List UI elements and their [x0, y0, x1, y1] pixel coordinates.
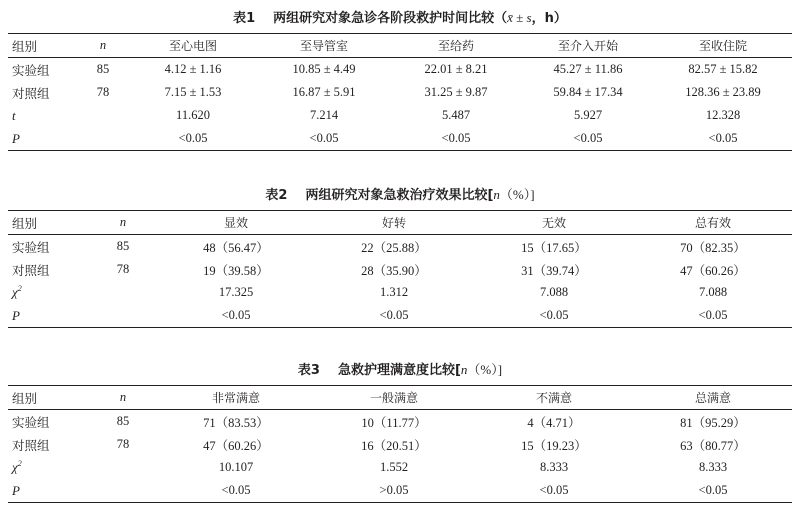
- table-cell: 4（4.71）: [527, 415, 581, 430]
- table-cell: 47（60.26）: [680, 263, 746, 278]
- row-n: 78: [116, 437, 130, 451]
- header-n: n: [119, 215, 127, 229]
- table-3-unit: （%）]: [467, 362, 503, 377]
- row-label: 实验组: [12, 414, 50, 430]
- table-row: [8, 104, 792, 127]
- table-cell: <0.05: [698, 308, 728, 322]
- table-cell: <0.05: [698, 483, 728, 497]
- table-2-title: 两组研究对象急救治疗效果比较[: [305, 188, 494, 203]
- row-n: [88, 304, 158, 328]
- row-label: [8, 456, 88, 479]
- table-cell: 8.333: [698, 460, 728, 474]
- table-row: [8, 281, 792, 304]
- table-cell: 10（11.77）: [361, 415, 427, 430]
- table-cell: >0.05: [379, 483, 409, 497]
- table-cell: 28（35.90）: [361, 263, 427, 278]
- header-cath-lab: 至导管室: [299, 39, 348, 53]
- row-label: [8, 281, 88, 304]
- header-n: n: [99, 38, 107, 52]
- table-cell: 17.325: [218, 285, 254, 299]
- table-cell: 45.27 ± 11.86: [553, 62, 623, 76]
- table-2-number: 表2: [265, 188, 288, 203]
- table-cell: <0.05: [221, 308, 251, 322]
- table-row: [8, 258, 792, 281]
- header-very-satisfied: 非常满意: [211, 391, 260, 405]
- table-3-caption: [8, 361, 792, 379]
- header-ineffective: 无效: [541, 216, 566, 230]
- row-label: 实验组: [12, 62, 50, 78]
- table-header-row: [8, 386, 792, 410]
- table-cell: 128.36 ± 23.89: [685, 85, 761, 99]
- header-admission: 至收住院: [698, 39, 747, 53]
- row-label: 对照组: [12, 85, 50, 101]
- table-2-stat: n: [493, 187, 500, 202]
- row-n: [78, 127, 128, 151]
- table-3-number: 表3: [297, 363, 320, 378]
- table-cell: 31（39.74）: [521, 263, 587, 278]
- table-cell: <0.05: [539, 308, 569, 322]
- table-cell: 4.12 ± 1.16: [164, 62, 222, 76]
- table-cell: 63（80.77）: [680, 438, 746, 453]
- header-intervention: 至介入开始: [557, 39, 618, 53]
- table-cell: 5.927: [573, 108, 603, 122]
- table-row: [8, 235, 792, 259]
- row-label: t: [12, 107, 16, 123]
- table-cell: 1.552: [379, 460, 409, 474]
- table-row: [8, 479, 792, 503]
- table-row: [8, 456, 792, 479]
- table-cell: 16.87 ± 5.91: [292, 85, 356, 99]
- table-cell: 12.328: [705, 108, 741, 122]
- table-cell: 48（56.47）: [203, 240, 269, 255]
- table-cell: 22（25.88）: [361, 240, 427, 255]
- table-cell: 10.85 ± 4.49: [292, 62, 356, 76]
- header-group: 组别: [12, 215, 38, 231]
- row-n: 85: [116, 414, 130, 428]
- header-group: 组别: [12, 390, 38, 406]
- table-row: [8, 433, 792, 456]
- row-n: [88, 479, 158, 503]
- table-1: [8, 9, 792, 151]
- table-1-number: 表1: [233, 11, 256, 26]
- table-cell: 47（60.26）: [203, 438, 269, 453]
- table-cell: <0.05: [309, 131, 339, 145]
- table-2-caption: [8, 186, 792, 204]
- table-cell: 19（39.58）: [203, 263, 269, 278]
- row-label: 对照组: [12, 437, 50, 453]
- table-row: [8, 304, 792, 328]
- header-medication: 至给药: [437, 39, 474, 53]
- table-3-title: 急救护理满意度比较[: [337, 363, 461, 378]
- row-label: 对照组: [12, 262, 50, 278]
- table-cell: 70（82.35）: [680, 240, 746, 255]
- header-improved: 好转: [381, 216, 406, 230]
- table-row: [8, 58, 792, 82]
- table-cell: 10.107: [218, 460, 254, 474]
- table-cell: 22.01 ± 8.21: [424, 62, 488, 76]
- table-row: [8, 81, 792, 104]
- table-cell: 8.333: [539, 460, 569, 474]
- table-cell: 16（20.51）: [361, 438, 427, 453]
- table-cell: <0.05: [573, 131, 603, 145]
- table-1-title: 两组研究对象急诊各阶段救护时间比较（: [273, 11, 508, 26]
- table-cell: 7.214: [309, 108, 339, 122]
- header-marked-effect: 显效: [223, 216, 248, 230]
- table-cell: 7.088: [539, 285, 569, 299]
- table-cell: <0.05: [379, 308, 409, 322]
- table-cell: <0.05: [178, 131, 208, 145]
- header-ecg: 至心电图: [168, 39, 217, 53]
- table-cell: 15（17.65）: [521, 240, 587, 255]
- table-header-row: [8, 211, 792, 235]
- table-2-unit: （%）]: [499, 187, 535, 202]
- table-cell: <0.05: [221, 483, 251, 497]
- table-row: [8, 127, 792, 151]
- table-3-stat: n: [460, 362, 468, 377]
- table-cell: 7.15 ± 1.53: [164, 85, 222, 99]
- row-n: [78, 104, 128, 127]
- chi-symbol: χ: [12, 284, 18, 300]
- table-1-unit: ，h）: [531, 11, 567, 26]
- row-n: 78: [116, 262, 130, 276]
- row-n: 85: [96, 62, 110, 76]
- table-cell: 81（95.29）: [680, 415, 746, 430]
- row-label: 实验组: [12, 239, 50, 255]
- table-header-row: [8, 34, 792, 58]
- table-cell: <0.05: [441, 131, 471, 145]
- row-label: P: [12, 307, 20, 323]
- table-cell: <0.05: [539, 483, 569, 497]
- table-row: [8, 410, 792, 434]
- table-2-grid: [8, 210, 792, 328]
- header-total-satisfied: 总满意: [694, 391, 731, 405]
- table-1-grid: [8, 33, 792, 151]
- chi-symbol: χ: [12, 459, 18, 475]
- table-cell: 59.84 ± 17.34: [553, 85, 623, 99]
- table-cell: <0.05: [708, 131, 738, 145]
- table-3: [8, 361, 792, 503]
- table-cell: 82.57 ± 15.82: [688, 62, 758, 76]
- row-n: 85: [116, 239, 130, 253]
- header-total-effective: 总有效: [694, 216, 731, 230]
- chi-superscript: 2: [17, 459, 22, 469]
- row-label: P: [12, 482, 20, 498]
- table-3-grid: [8, 385, 792, 503]
- row-n: [88, 281, 158, 304]
- table-cell: 7.088: [698, 285, 728, 299]
- header-dissatisfied: 不满意: [535, 391, 572, 405]
- header-generally-satisfied: 一般满意: [369, 391, 418, 405]
- table-cell: 5.487: [441, 108, 471, 122]
- header-group: 组别: [12, 38, 38, 54]
- table-1-stat: x̄ ± s: [507, 10, 532, 25]
- table-cell: 11.620: [176, 108, 210, 122]
- table-cell: 71（83.53）: [203, 415, 269, 430]
- row-label: P: [12, 130, 20, 146]
- table-2: [8, 186, 792, 328]
- table-cell: 15（19.23）: [521, 438, 587, 453]
- header-n: n: [119, 390, 127, 404]
- chi-superscript: 2: [17, 284, 22, 294]
- table-cell: 1.312: [379, 285, 409, 299]
- table-1-caption: [8, 9, 792, 27]
- row-n: 78: [96, 85, 110, 99]
- table-cell: 31.25 ± 9.87: [424, 85, 488, 99]
- row-n: [88, 456, 158, 479]
